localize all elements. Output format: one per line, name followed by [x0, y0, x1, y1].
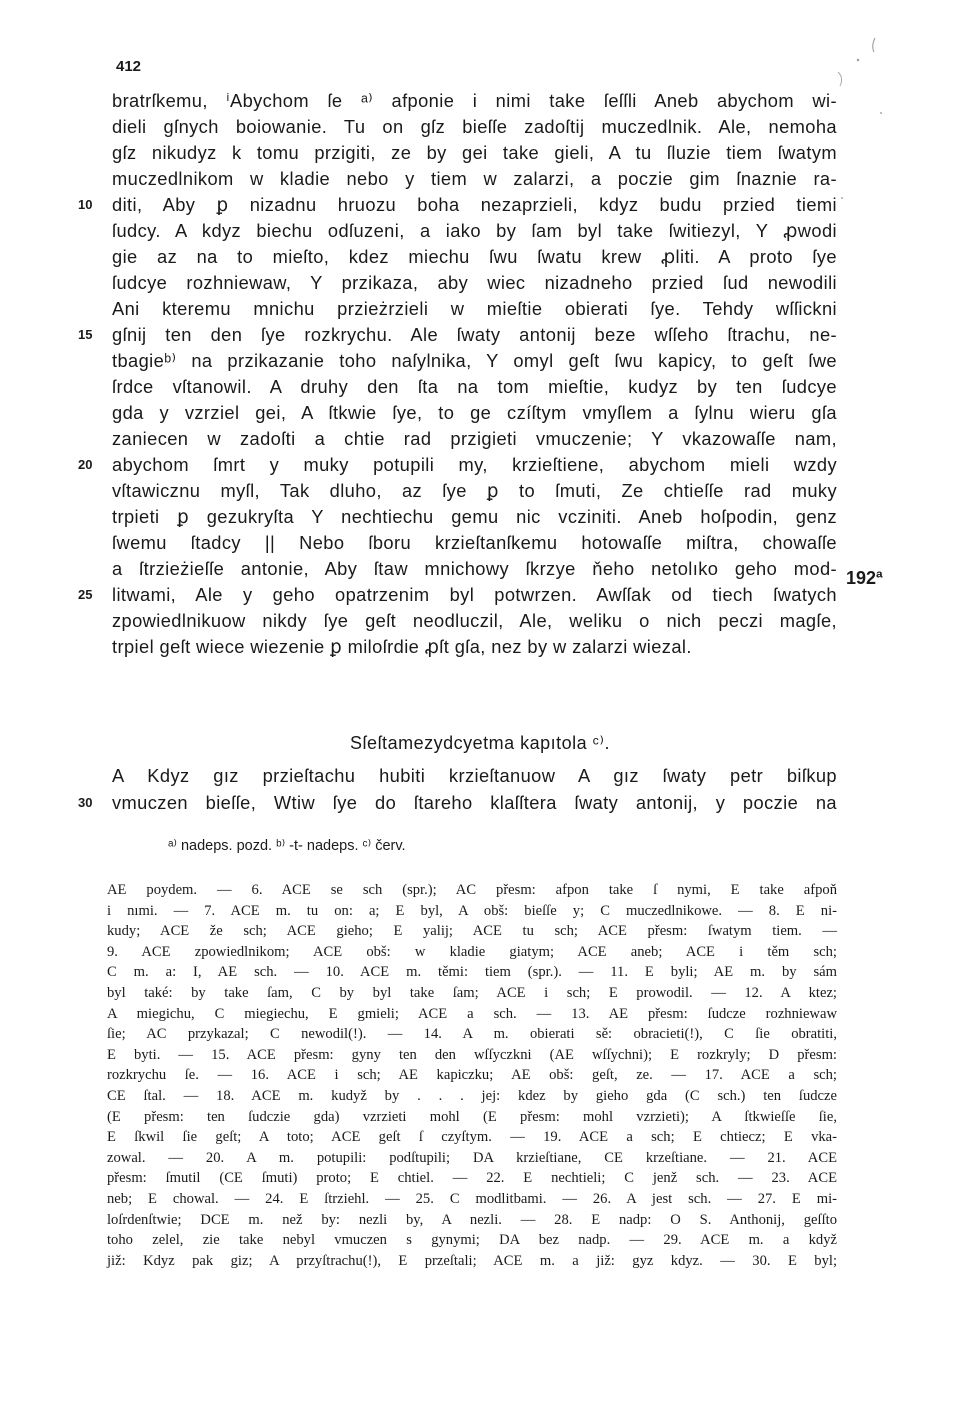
text-line: vſtawicznu myſl, Tak dluho, az ſye ꝑ to ſmuti, Ze chtieſſe rad muky [112, 480, 837, 501]
text-line: Ani kteremu mnichu przieżrzieli w mieſtie obierati ſye. Tehdy wſſickni [112, 298, 837, 319]
apparatus-line: 9. ACE zpowiedlnikom; ACE obš: w kladie giatym; ACE aneb; ACE i těm sch; [107, 943, 837, 960]
line-number: 25 [78, 587, 93, 602]
text-line: diti, Aby ꝑ nizadnu hruozu boha nezaprzieli, kdyz budu przied tiemi [112, 194, 837, 215]
apparatus-line: již: Kdyz pak giz; A przyſtrachu(!), E przeſtali; ACE m. a již: gyz kdyz. — 30. E byl; [107, 1252, 837, 1269]
text-line: zpowiedlnikuow nikdy ſye geſt neodluczil, Ale, weliku o nich peczi magſe, [112, 610, 837, 631]
apparatus-line: A miegichu, C miegiechu, E gmieli; ACE a sch. — 13. AE přesm: ſudcze rozhniewaw [107, 1005, 837, 1022]
line-number: 10 [78, 197, 93, 212]
footnotes: ᵃ⁾ nadeps. pozd. ᵇ⁾ -t- nadeps. ᶜ⁾ červ. [168, 838, 406, 854]
apparatus-line: rozkrychu ſe. — 16. ACE i sch; AE kapiczku; AE obš: geſt, ze. — 17. ACE a sch; [107, 1067, 837, 1084]
line-number: 20 [78, 457, 93, 472]
line-number: 15 [78, 327, 93, 342]
text-line: trpieti ꝑ gezukryſta Y nechtiechu gemu nic vcziniti. Aneb hoſpodin, genz [112, 506, 837, 527]
apparatus-line: loſrdenſtwie; DCE m. než by: nezli by, A nezli. — 28. E nadp: O S. Anthonij, geſſto [107, 1211, 837, 1228]
chapter-heading: Sſeſtamezydcyetma kapıtola ᶜ⁾. [350, 733, 610, 753]
chapter-text-line: A Kdyz gız przieſtachu hubiti krzieſtanuow A gız ſwaty petr biſkup [112, 765, 837, 786]
apparatus-line: CE ſtal. — 18. ACE m. kudyž by . . . jej: kdez by gieho gda (C sch.) ten ſudcze [107, 1088, 837, 1104]
apparatus-line: C m. a: I, AE sch. — 10. ACE m. těmi: tiem (spr.). — 11. E byli; AE m. by sám [107, 964, 837, 981]
text-line: zaniecen w zadoſti a chtie rad przigieti vmuczenie; Y vkazowaſſe nam, [112, 428, 837, 449]
text-line: ſrdce vſtanowil. A druhy den ſta na tom mieſtie, kudyz by ten ſudcye [112, 376, 837, 397]
text-line: gſz nikudyz k tomu przigiti, ze by gei take gieli, A tu ſluzie tiem ſwatym [112, 142, 837, 163]
text-line: bratrſkemu, ⁱAbychom ſe ᵃ⁾ afponie i nimi take ſeſſli Aneb abychom wi- [112, 90, 837, 111]
text-line: dieli gſnych boiowanie. Tu on gſz bieſſe zadoſtij muczedlnik. Ale, nemoha [112, 116, 837, 137]
chapter-text-line: vmuczen bieſſe, Wtiw ſye do ſtareho klaſſtera ſwaty antonij, y poczie na [112, 792, 837, 813]
margin-reference: 192ª [846, 568, 883, 588]
line-number: 30 [78, 795, 93, 810]
apparatus-line: přesm: ſmutil (CE ſmuti) proto; E chtiel. — 22. E nechtieli; C jenž sch. — 23. ACE [107, 1170, 837, 1187]
text-line: trpiel geſt wiece wiezenie ꝑ miloſrdie ꝓſt gſa, nez by w zalarzi wiezal. [112, 636, 692, 657]
apparatus-line: byl také: by take ſam, C by byl take ſam; ACE i sch; E prowodil. — 12. A ktez; [107, 985, 837, 1001]
apparatus-line: toho zelel, zie take nebyl vmuczen s gynymi; DA bez nadp. — 29. ACE m. a když [107, 1232, 837, 1249]
apparatus-line: neb; E chowal. — 24. E ſtrziehl. — 25. C modlitbami. — 26. A jest sch. — 27. E mi- [107, 1191, 837, 1207]
text-line: litwami, Ale y geho opatrzenim byl potwrzen. Awſſak od tiech ſwatych [112, 584, 837, 605]
apparatus-line: E byti. — 15. ACE přesm: gyny ten den wſſyczkni (AE wſſychni); E rozkryly; D přesm: [107, 1046, 837, 1063]
apparatus-line: zowal. — 20. A m. potupili: podſtupili; DA krzieſtiane, CE krzeſtiane. — 21. ACE [107, 1149, 837, 1166]
apparatus-line: kudy; ACE že sch; ACE gieho; E yalij; ACE tu sch; ACE přesm: ſwatym tiem. — [107, 923, 837, 940]
text-line: gſnij ten den ſye rozkrychu. Ale ſwaty antonij beze wſſeho ſtrachu, ne- [112, 324, 837, 345]
text-line: a ſtrzieżieſſe antonie, Aby ſtaw mnichowy ſkrzye ňeho netolıko geho mod- [112, 558, 837, 579]
apparatus-line: AE poydem. — 6. ACE se sch (spr.); AC přesm: afpon take ſ nymi, E take afpoň [107, 882, 837, 898]
text-line: ſudcye rozhniewaw, Y przikaza, aby wiec nizadneho przied ſud newodili [112, 272, 837, 293]
text-line: tbagieᵇ⁾ na przikazanie toho naſylnika, Y omyl geſt ſwu kapicy, to geſt ſwe [112, 350, 837, 371]
page-number: 412 [116, 58, 142, 75]
text-line: ſudcy. A kdyz biechu odſuzeni, a iako by ſam byl take ſwitiezyl, Y ꝓwodi [112, 220, 837, 241]
text-line: muczedlnikom w kladie nebo y tiem w zalarzi, a poczie gim ſnaznie ra- [112, 168, 837, 189]
apparatus-line: ſie; AC przykazal; C newodil(!). — 14. A m. obierati sě: obracieti(!), C ſie obratiti, [107, 1026, 837, 1043]
text-line: gda y vzrziel gei, A ſtkwie ſye, to ge czíſtym vmyſlem a ſylnu wieru gſa [112, 402, 837, 423]
apparatus-line: E ſkwil ſie geſt; A toto; ACE geſt ſ czyſtym. — 19. ACE a sch; E chtiecz; E vka- [107, 1129, 837, 1146]
apparatus-line: i nımi. — 7. ACE m. tu on: a; E byl, A obš: bieſſe y; C muczedlnikowe. — 8. E ni- [107, 902, 837, 919]
text-line: ſwemu ſtadcy || Nebo ſboru krzieſtanſkemu hotowaſſe miſtra, chowaſſe [112, 532, 837, 553]
text-line: gie az na to mieſto, kdez miechu ſwu ſwatu krew ꝓliti. A proto ſye [112, 246, 837, 267]
text-line: abychom ſmrt y muky potupili my, krzieſtiene, abychom mieli wzdy [112, 454, 837, 475]
apparatus-line: (E přesm: ten ſudczie gda) vzrzieti mohl (E přesm: mohl vzrzieti); A ſtkwieſſe ſie, [107, 1108, 837, 1125]
